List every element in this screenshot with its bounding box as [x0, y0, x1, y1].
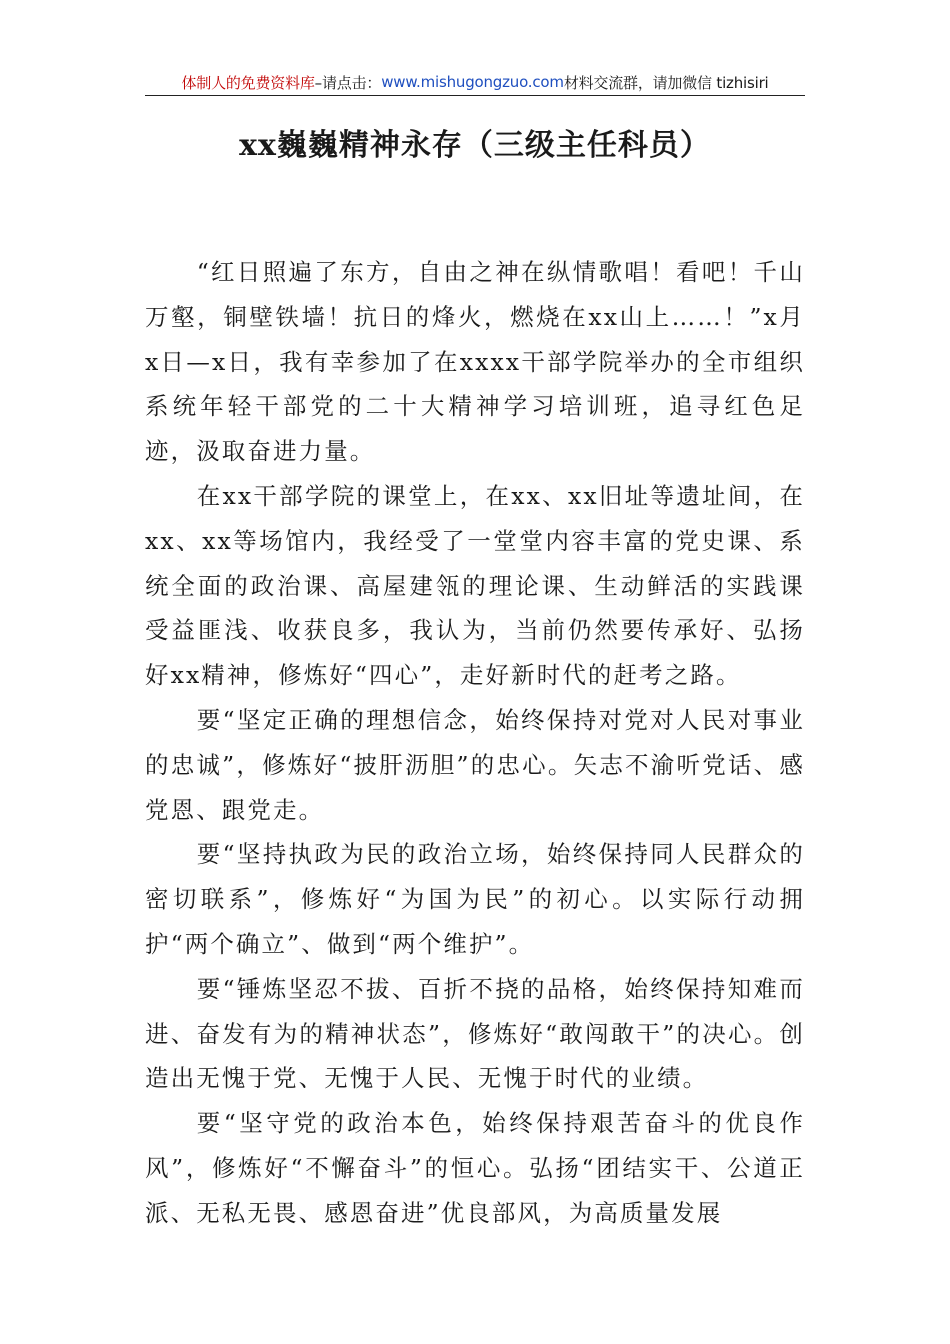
paragraph-6: 要“坚守党的政治本色，始终保持艰苦奋斗的优良作风”，修炼好“不懈奋斗”的恒心。弘扬“团结实干、公道正派、无私无畏、感恩奋进”优良部风，为高质量发展 [145, 1109, 805, 1227]
document-title: xx巍巍精神永存（三级主任科员） [239, 128, 711, 163]
paragraph-1: “红日照遍了东方，自由之神在纵情歌唱！看吧！千山万壑，铜壁铁墙！抗日的烽火，燃烧在xx山上……！”x月x日—x日，我有幸参加了在xxxx干部学院举办的全市组织系统年轻干部党的二十大精神学习培训班，追寻红色足迹，汲取奋进力量。 [145, 258, 805, 466]
header-prompt: –请点击： [314, 73, 382, 92]
header-contact: 材料交流群，请加微信 tizhisiri [563, 73, 769, 92]
paragraph-4: 要“坚持执政为民的政治立场，始终保持同人民群众的密切联系”，修炼好“为国为民”的初心。以实际行动拥护“两个确立”、做到“两个维护”。 [145, 840, 805, 958]
header-brand: 体制人的免费资料库 [181, 73, 315, 92]
document-body [145, 250, 805, 1236]
header-link[interactable]: www.mishugongzuo.com [381, 73, 564, 91]
paragraph-3: 要“坚定正确的理想信念，始终保持对党对人民对事业的忠诚”，修炼好“披肝沥胆”的忠心。矢志不渝听党话、感党恩、跟党走。 [145, 705, 805, 824]
page-header [145, 70, 805, 94]
paragraph-5: 要“锤炼坚忍不拔、百折不挠的品格，始终保持知难而进、奋发有为的精神状态”，修炼好“敢闯敢干”的决心。创造出无愧于党、无愧于人民、无愧于时代的业绩。 [145, 974, 805, 1093]
paragraph-2: 在xx干部学院的课堂上，在xx、xx旧址等遗址间，在xx、xx等场馆内，我经受了一堂堂内容丰富的党史课、系统全面的政治课、高屋建瓴的理论课、生动鲜活的实践课受益匪浅、收获良多，我认为，当前仍然要传承好、弘扬好xx精神，修炼好“四心”，走好新时代的赶考之路。 [145, 481, 805, 690]
header-divider [145, 95, 805, 96]
